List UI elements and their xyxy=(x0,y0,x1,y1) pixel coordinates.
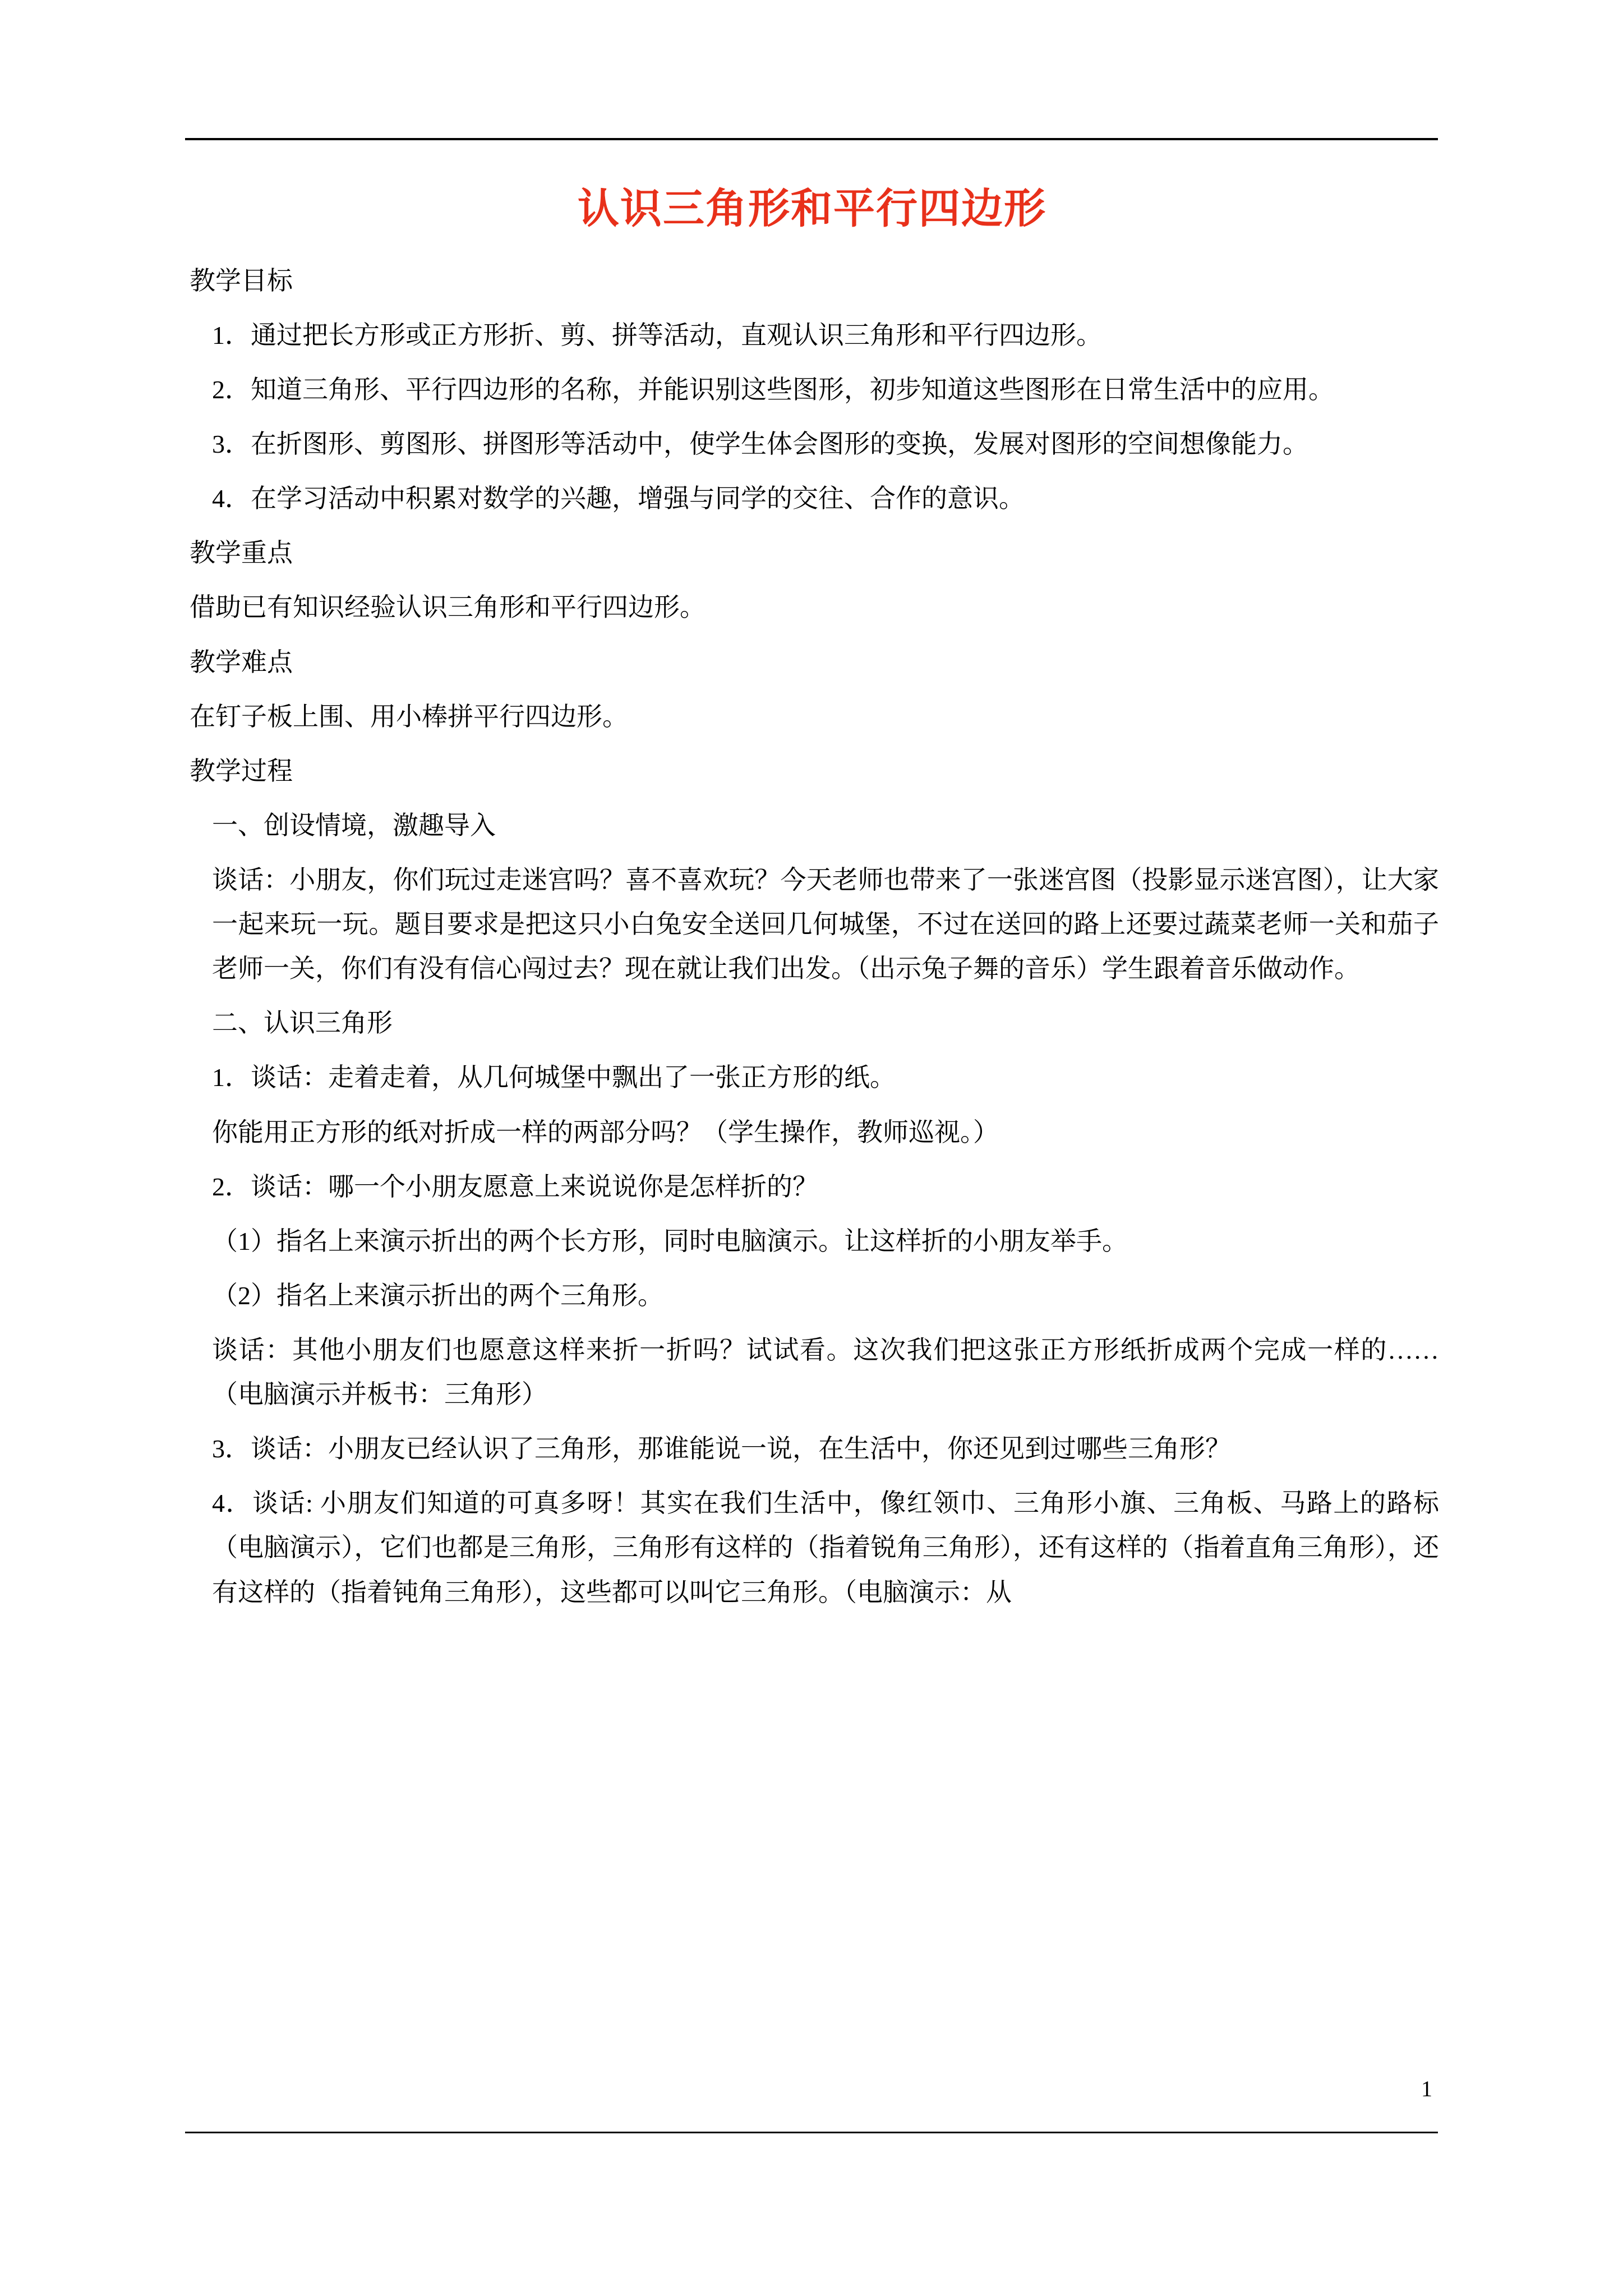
paragraph-step-2: 2．谈话：哪一个小朋友愿意上来说说你是怎样折的？ xyxy=(212,1172,818,1201)
paragraph-step-2-talk: 谈话：其他小朋友们也愿意这样来折一折吗？试试看。这次我们把这张正方形纸折成两个完成一样的……（电脑演示并板书：三角形） xyxy=(212,1335,1439,1409)
paragraph-step-2-sub-1: （1）指名上来演示折出的两个长方形，同时电脑演示。让这样折的小朋友举手。 xyxy=(212,1226,1128,1255)
paragraph-goal-1: 1．通过把长方形或正方形折、剪、拼等活动，直观认识三角形和平行四边形。 xyxy=(212,320,1102,349)
paragraph-teaching-goals-heading: 教学目标 xyxy=(190,266,293,295)
header-rule xyxy=(185,138,1438,140)
page-number: 1 xyxy=(1421,2076,1432,2101)
paragraph-difficulties-body: 在钉子板上围、用小棒拼平行四边形。 xyxy=(190,702,628,731)
paragraph-key-points-body: 借助已有知识经验认识三角形和平行四边形。 xyxy=(190,593,706,622)
paragraph-goal-2: 2．知道三角形、平行四边形的名称，并能识别这些图形，初步知道这些图形在日常生活中的应用。 xyxy=(212,375,1334,404)
paragraph-key-points-heading: 教学重点 xyxy=(190,539,293,568)
document-body xyxy=(185,168,1439,1625)
paragraph-process-heading: 教学过程 xyxy=(190,756,293,785)
paragraph-step-2-sub-2: （2）指名上来演示折出的两个三角形。 xyxy=(212,1281,663,1310)
paragraph-step-3: 3．谈话：小朋友已经认识了三角形，那谁能说一说，在生活中，你还见到过哪些三角形？ xyxy=(212,1434,1231,1464)
page-title: 认识三角形和平行四边形 xyxy=(578,185,1046,232)
paragraph-section-one-heading: 一、创设情境，激趣导入 xyxy=(212,811,496,840)
paragraph-goal-3: 3．在折图形、剪图形、拼图形等活动中，使学生体会图形的变换，发展对图形的空间想像能力。 xyxy=(212,430,1308,459)
paragraph-difficulties-heading: 教学难点 xyxy=(190,647,293,677)
paragraph-step-1: 1．谈话：走着走着，从几何城堡中飘出了一张正方形的纸。 xyxy=(212,1063,896,1092)
paragraph-step-1-question: 你能用正方形的纸对折成一样的两部分吗？（学生操作，教师巡视。） xyxy=(212,1117,999,1147)
paragraph-section-two-heading: 二、认识三角形 xyxy=(212,1009,393,1038)
paragraph-goal-4: 4．在学习活动中积累对数学的兴趣，增强与同学的交往、合作的意识。 xyxy=(212,484,1025,513)
paragraph-section-one-body: 谈话：小朋友，你们玩过走迷宫吗？喜不喜欢玩？今天老师也带来了一张迷宫图（投影显示迷宫图），让大家一起来玩一玩。题目要求是把这只小白兔安全送回几何城堡，不过在送回的路上还要过蔬菜老师一关和茄子老师一关，你们有没有信心闯过去？现在就让我们出发。（出示兔子舞的音乐）学生跟着音乐做动作。 xyxy=(212,866,1439,983)
paragraph-step-4: 4．谈话: 小朋友们知道的可真多呀！其实在我们生活中，像红领巾、三角形小旗、三角板、马路上的路标（电脑演示），它们也都是三角形，三角形有这样的（指着锐角三角形），还有这样的（指着直角三角形），还有这样的（指着钝角三角形），这些都可以叫它三角形。（电脑演示：从 xyxy=(212,1489,1439,1607)
footer-rule xyxy=(185,2132,1438,2133)
